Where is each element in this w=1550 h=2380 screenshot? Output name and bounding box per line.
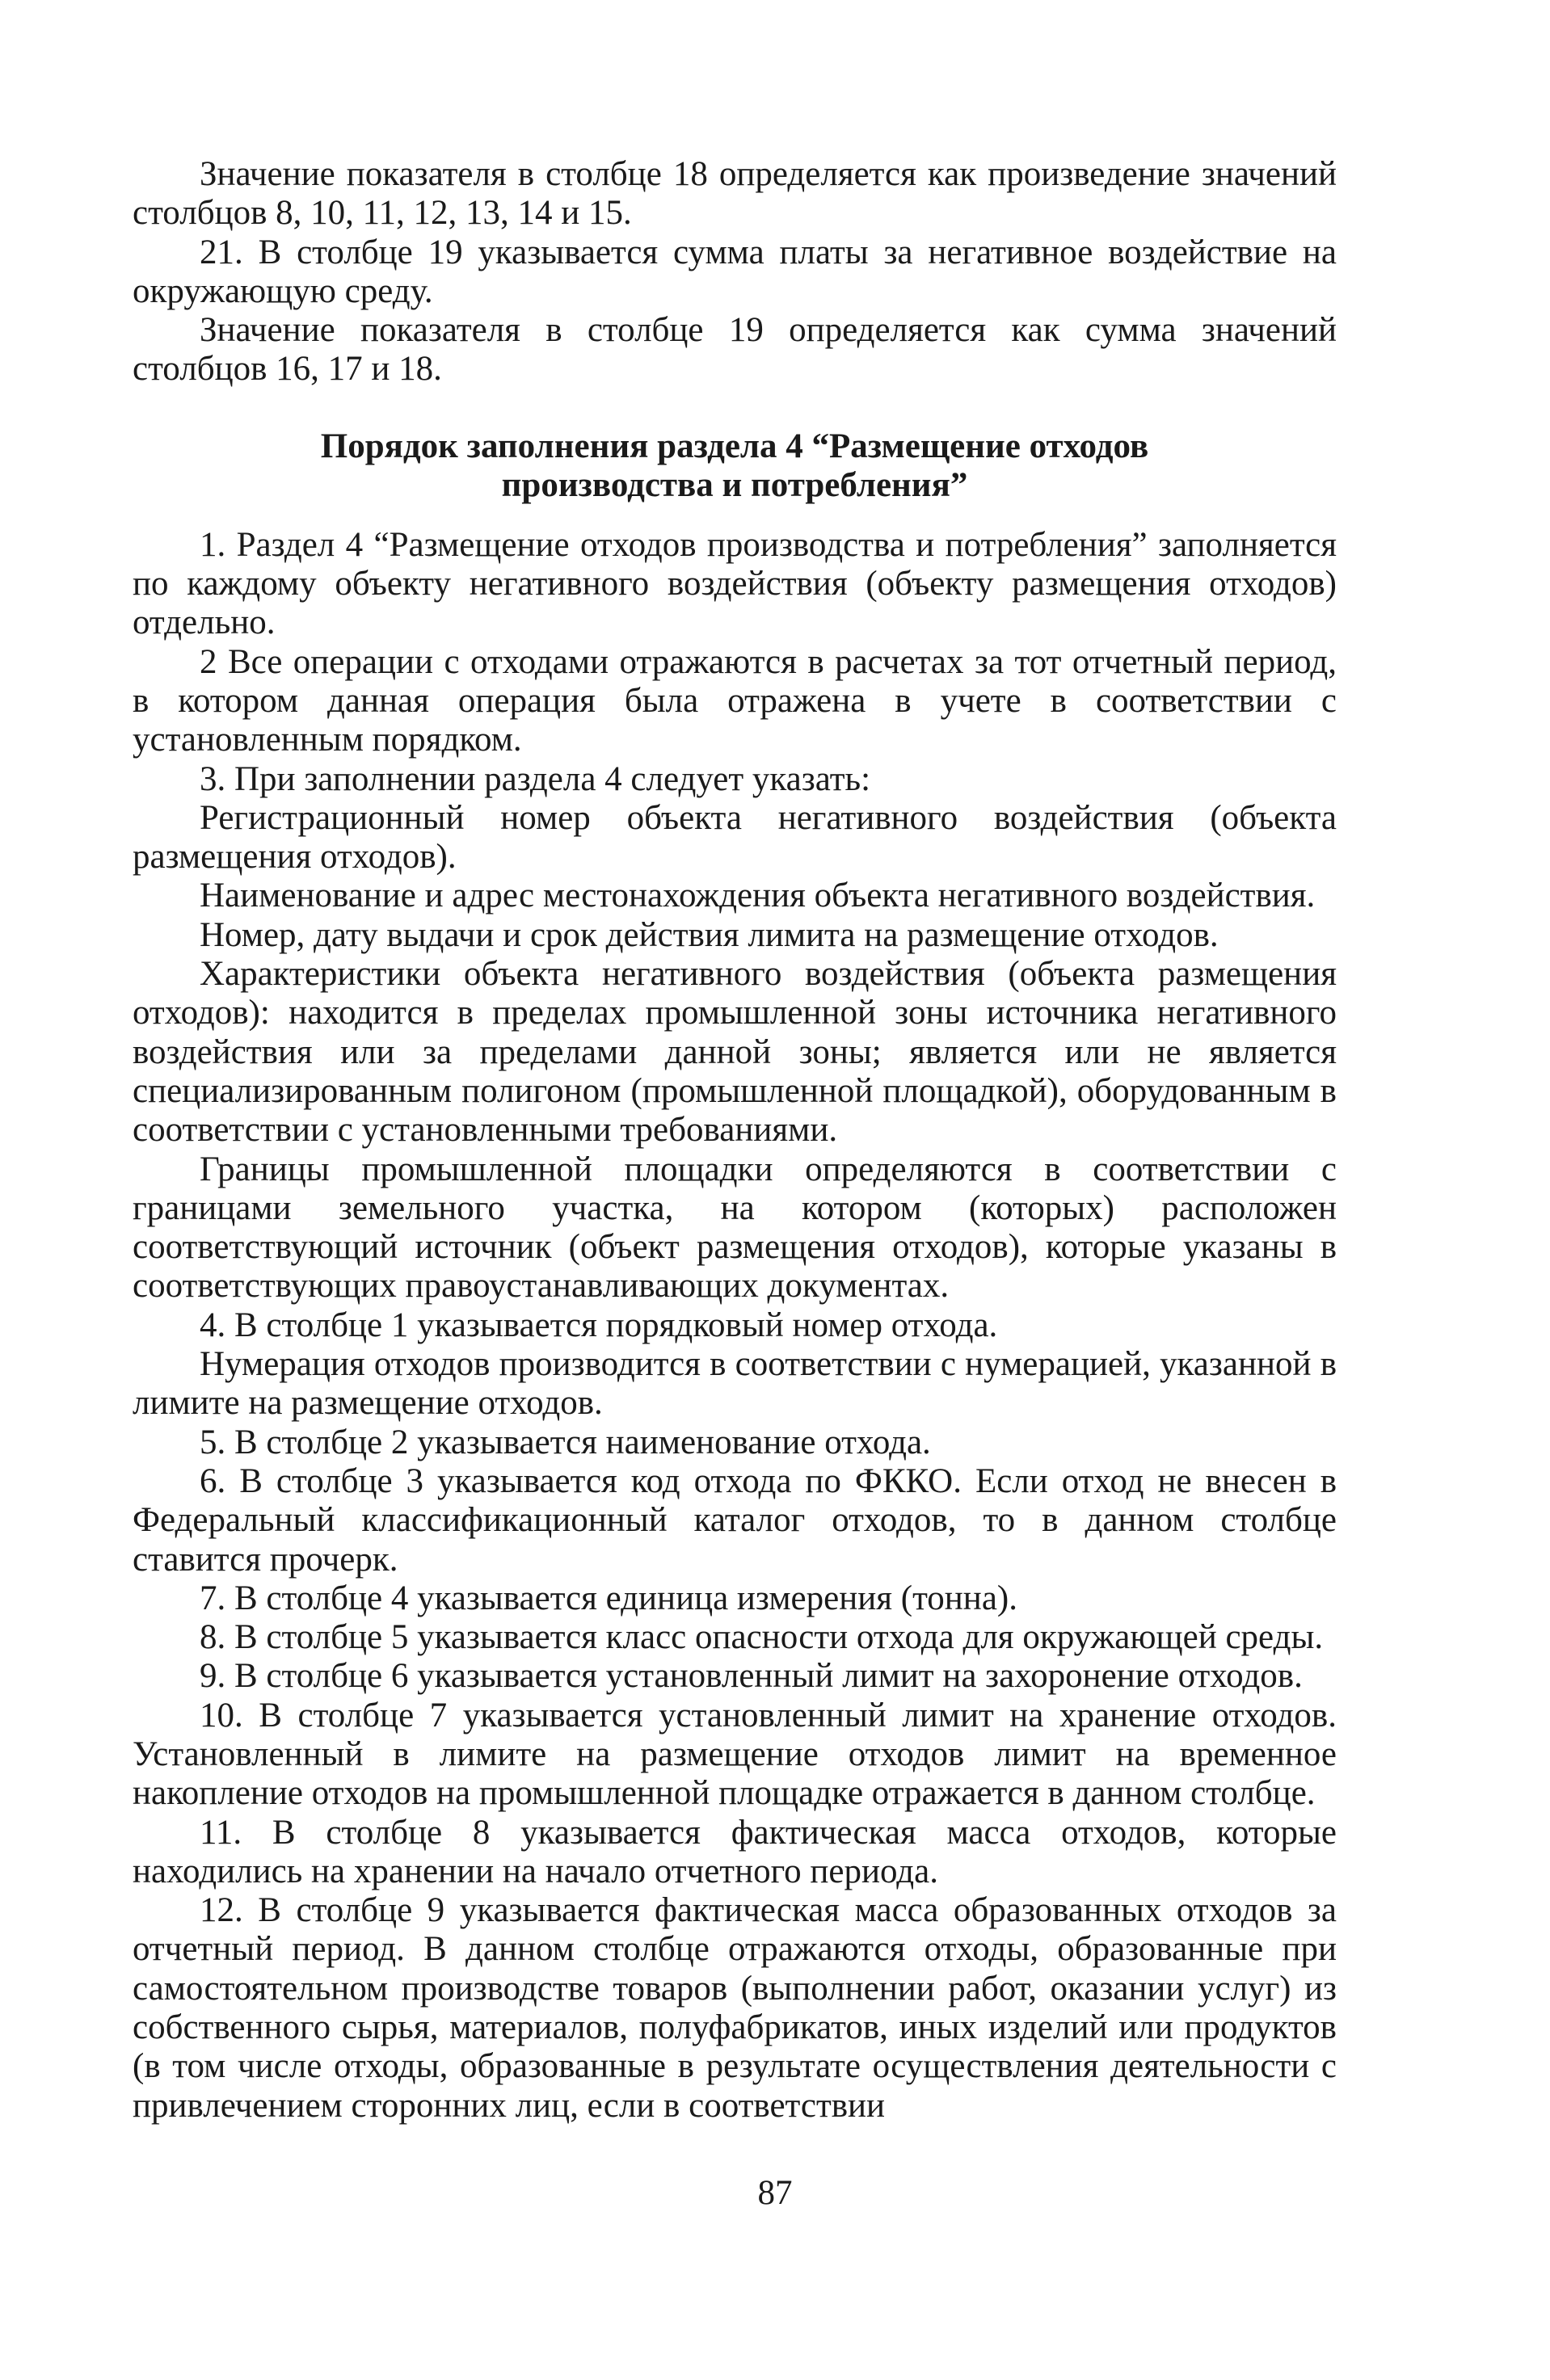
paragraph: 21. В столбце 19 указывается сумма платы за негативное воздействие на окружающую среду. <box>133 233 1337 310</box>
paragraph: 9. В столбце 6 указывается установленный лимит на захоронение отходов. <box>200 1657 1303 1696</box>
paragraph: 6. В столбце 3 указывается код отхода по ФККО. Если отход не внесен в Федеральный классификационный каталог отходов, то в данном столбце ставится прочерк. <box>133 1461 1337 1579</box>
paragraph: 4. В столбце 1 указывается порядковый номер отхода. <box>200 1306 998 1344</box>
paragraph: Границы промышленной площадки определяются в соответствии с границами земельного участка, на котором (которых) расположен соответствующий источник (объект размещения отходов), которые указаны в соответствующих правоустанавливающих документах. <box>133 1150 1337 1306</box>
paragraph: 3. При заполнении раздела 4 следует указать: <box>200 759 871 798</box>
paragraph: 11. В столбце 8 указывается фактическая масса отходов, которые находились на хранении на начало отчетного периода. <box>133 1813 1337 1890</box>
paragraph: 12. В столбце 9 указывается фактическая масса образованных отходов за отчетный период. В данном столбце отражаются отходы, образованные при самостоятельном производстве товаров (выполнении работ, оказании услуг) из собственного сырья, материалов, полуфабрикатов, иных изделий или продуктов (в том числе отходы, образованные в результате осуществления деятельности с привлечением сторонних лиц, если в соответствии <box>133 1891 1337 2125</box>
paragraph: 2 Все операции с отходами отражаются в расчетах за тот отчетный период, в котором данная операция была отражена в учете в соответствии с установленным порядком. <box>133 642 1337 759</box>
paragraph: Характеристики объекта негативного воздействия (объекта размещения отходов): находится в пределах промышленной зоны источника негативного воздействия или за пределами данной зоны; является или не является специализированным полигоном (промышленной площадкой), оборудованным в соответствии с установленными требованиями. <box>133 955 1337 1150</box>
paragraph: Нумерация отходов производится в соответствии с нумерацией, указанной в лимите на размещение отходов. <box>133 1345 1337 1423</box>
paragraph: 10. В столбце 7 указывается установленный лимит на хранение отходов. Установленный в лимите на размещение отходов лимит на временное накопление отходов на промышленной площадке отражается в данном столбце. <box>133 1696 1337 1813</box>
paragraph: 7. В столбце 4 указывается единица измерения (тонна). <box>200 1579 1017 1617</box>
paragraph: Наименование и адрес местонахождения объекта негативного воздействия. <box>200 877 1316 915</box>
page-number: 87 <box>757 2174 793 2212</box>
paragraph: Значение показателя в столбце 18 определяется как произведение значений столбцов 8, 10, 11, 12, 13, 14 и 15. <box>133 155 1337 233</box>
section-heading: Порядок заполнения раздела 4 “Размещение отходов производства и потребления” <box>320 427 1149 504</box>
document-page <box>133 155 1337 2126</box>
paragraph: 5. В столбце 2 указывается наименование отхода. <box>200 1423 931 1461</box>
paragraph: 1. Раздел 4 “Размещение отходов производства и потребления” заполняется по каждому объекту негативного воздействия (объекту размещения отходов) отдельно. <box>133 525 1337 642</box>
paragraph: Регистрационный номер объекта негативного воздействия (объекта размещения отходов). <box>133 798 1337 877</box>
paragraph: Значение показателя в столбце 19 определяется как сумма значений столбцов 16, 17 и 18. <box>133 311 1337 389</box>
paragraph: 8. В столбце 5 указывается класс опасности отхода для окружающей среды. <box>200 1618 1324 1657</box>
paragraph: Номер, дату выдачи и срок действия лимита на размещение отходов. <box>200 915 1219 954</box>
